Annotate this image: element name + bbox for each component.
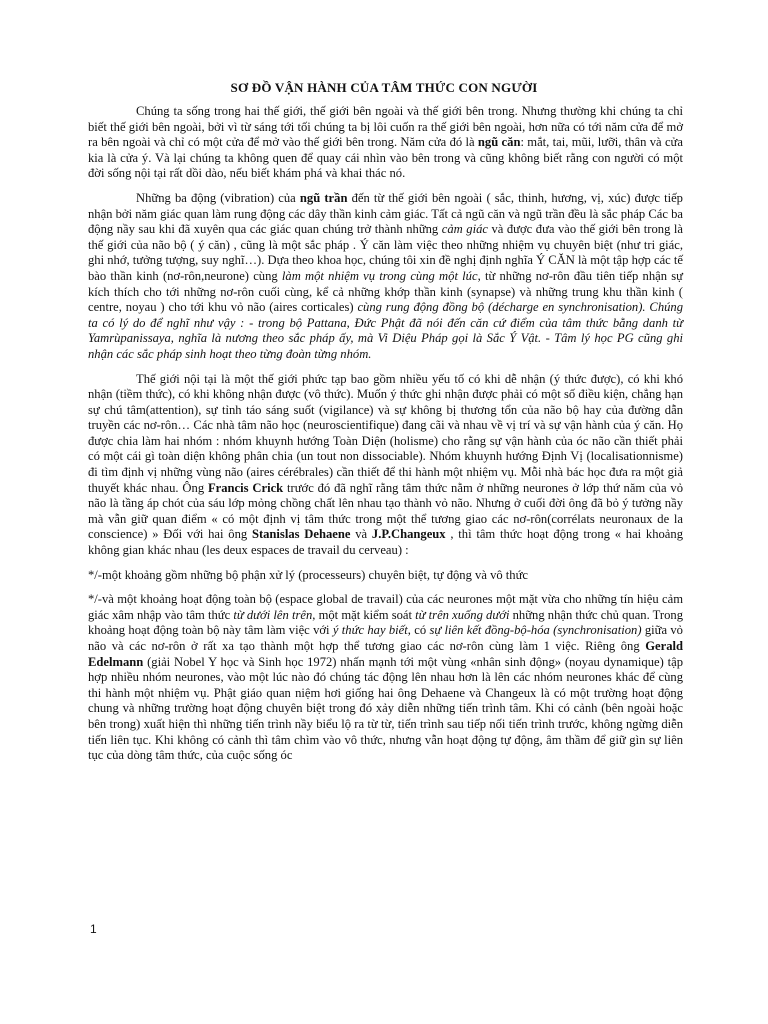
bold-name: Stanislas Dehaene	[251, 527, 351, 542]
bold-name: Gerald Edelmann	[88, 639, 683, 669]
text-run: giữa vỏ não và các nơ-rôn ở rất xa tạo thành một hợp thể tương giao các nơ-rôn cùng làm 1 việc. Riêng ông	[88, 623, 683, 653]
italic-term: ý thức hay biết	[332, 623, 408, 638]
paragraph-1	[88, 104, 683, 182]
text-run: , thì tâm thức hoạt động trong « hai khoảng không gian khác nhau (les deux espaces de travail du cerveau) :	[88, 527, 683, 558]
paragraph-2	[88, 191, 683, 363]
text-run: */-và một khoảng hoạt động toàn bộ (espace global de travail) của các neurones một mặt vừa cho những tín hiệu cảm giác xâm nhập vào tâm thức	[88, 592, 683, 622]
bold-term: ngũ trần	[299, 190, 348, 205]
text-run: Thế giới nội tại là một thế giới phức tạp bao gồm nhiều yếu tố có khi dễ nhận (ý thức được), có khi khó nhận (tiềm thức), có khi không nhận được (vô thức). Muốn ý thức ghi nhận được phải có một số điều kiện, chẳng hạn sự chú tâm(attention), sự tỉnh táo sáng suốt (vigilance) và sự không bị thương tổn của não bộ hay của đường dẫn truyền các nơ-rôn… Các nhà tâm não học (neuroscientifique) đang cãi và nhau về vị trí và sự vận hành của ý căn. Họ được chia làm hai nhóm : nhóm khuynh hướng Toàn Diện (holisme) cho rằng sự vận hành của óc não cần thiết phải có một cái gì toàn diện không phân chia (un tout non dissociable). Nhóm khuynh hướng Định Vị (localisationnisme) đi tìm định vị những vùng não (aires cérébrales) cần thiết để thi hành một nhiệm vụ. Mỗi nhà bác học đưa ra một giả thuyết khác nhau. Ông	[88, 371, 683, 495]
italic-term: làm một nhiệm vụ trong cùng một lúc	[281, 268, 478, 283]
bold-name: Francis Crick	[207, 480, 284, 495]
bold-name: J.P.Changeux	[371, 527, 446, 542]
text-run: và	[350, 527, 372, 542]
text-run: và được đưa vào thế giới bên trong là thế giới của não bộ ( ý căn) , cũng là một sắc pháp . Ý căn làm việc theo những nhiệm vụ chuyên biệt (như tri giác, ghi nhớ, tưởng tượng, suy nghĩ…). Dựa theo khoa học, chúng tôi xin đề nghị định nghĩa Ý CĂN là một tập hợp các tế bào thần kinh (nơ-rôn,neurone) cùng	[88, 222, 684, 283]
text-run: những nhận thức chủ quan. Trong khoảng hoạt động toàn bộ này tâm làm việc với	[88, 607, 684, 638]
paragraph-4: */-một khoảng gồm những bộ phận xử lý (processeurs) chuyên biệt, tự động và vô thức	[88, 567, 529, 582]
italic-term: từ dưới lên trên	[233, 607, 313, 622]
document-body	[88, 104, 683, 773]
text-run: , có	[407, 623, 430, 638]
text-run: : mắt, tai, mũi, lưỡi, thân và cửa kia là cửa ý. Và lại chúng ta không quen để quay cái nhìn vào bên trong và cũng không biết rằng con người có một đời sống nội tại rất dồi dào, nếu biết khám phá và khai thác nó.	[88, 135, 683, 181]
text-run: Những ba động (vibration) của	[136, 190, 300, 205]
text-run: , từ những nơ-rôn đầu tiên tiếp nhận sự kích thích cho tới những nơ-rôn cuối cùng, kể cả những khớp thần kinh (synapse) và những trung khu thần kinh ( centre, noyau ) cho tới khu vỏ não (aires corticales)	[88, 268, 683, 315]
text-run: đến từ thế giới bên ngoài ( sắc, thinh, hương, vị, xúc) được tiếp nhận bởi năm giác quan làm rung động các dây thần kinh cảm giác. Tất cả ngũ căn và ngũ trần đều là sắc pháp Các ba động nầy sau khi đã xuyên qua các giác quan chúng trở thành những	[88, 190, 683, 237]
text-run: , một mặt kiểm soát	[312, 607, 416, 622]
document-title: SƠ ĐỒ VẬN HÀNH CỦA TÂM THỨC CON NGƯỜI	[230, 80, 538, 95]
italic-term: cảm giác	[441, 222, 488, 237]
text-run: trước đó đã nghĩ rằng tâm thức nằm ở những neurones ở lớp thứ năm của vỏ não là tầng áp chót của sáu lớp mỏng chồng chất lên nhau tạo thành vỏ não. Nhưng ở cuối đời ông đã bỏ ý tưởng nầy mà vẫn giữ quan điểm « có một định vị tâm thức trong một thể tương giao các nơ-rôn(corrélats neuronaux de la conscience) » Đối với hai ông	[88, 480, 683, 542]
bold-term: ngũ căn	[477, 135, 521, 150]
italic-term: từ trên xuống dưới	[415, 607, 510, 622]
paragraph-3	[88, 372, 683, 559]
italic-passage: cùng rung động đồng bộ (décharge en synchronisation). Chúng ta có lý do để nghĩ như vậy : - trong bộ Pattana, Đức Phật đã nói đến căn cứ điểm của tâm thức bằng danh từ Yamrùpanissaya, nghĩa là nương theo sắc pháp ấy, mà Vi Diệu Pháp gọi là Sắc Ý Vật. - Tâm lý học PG cũng ghi nhận các sắc pháp sinh hoạt theo từng đoàn từng nhóm.	[88, 300, 684, 361]
text-run: (giải Nobel Y học và Sinh học 1972) nhấn mạnh tới một vùng «nhân sinh động» (noyau dynamique) tập hợp nhiều nhóm neurones, vào một lúc nào đó chúng tác động lên nhau hơn là lên các nhóm neurones khác để cùng thi hành một nhiệm vụ. Phật giáo quan niệm hơi giống hai ông Dehaene và Changeux là có một trường hoạt động chung và những trường hoạt động chuyên biệt trong đó xảy diễn những tiến trình tâm. Khi có cảnh (bên ngoài hoặc bên trong) xuất hiện thì những tiến trình nầy biểu lộ ra từ từ, tiến trình sau tiếp nối tiến trình trước, không ngừng diễn tiến liên tục. Khi không có cảnh thì tâm chìm vào vô thức, nhưng vẫn hoạt động tự động, âm thầm để giữ gìn sự liên tục của dòng tâm thức, của cuộc sống óc	[88, 654, 683, 763]
paragraph-5	[88, 592, 683, 764]
text-run: Chúng ta sống trong hai thế giới, thế giới bên ngoài và thế giới bên trong. Nhưng thường khi chúng ta chỉ biết thế giới bên ngoài, bởi vì từ sáng tới tối chúng ta bị lôi cuốn ra thế giới bên ngoài, hơn nữa có tới năm cửa để mở ra bên ngoài và chỉ có một cửa để mở vào thế giới bên trong. Năm cửa đó là	[88, 104, 683, 150]
italic-term: sự liên kết đồng-bộ-hóa (synchronisation)	[429, 623, 642, 638]
page-number: 1	[90, 922, 97, 936]
